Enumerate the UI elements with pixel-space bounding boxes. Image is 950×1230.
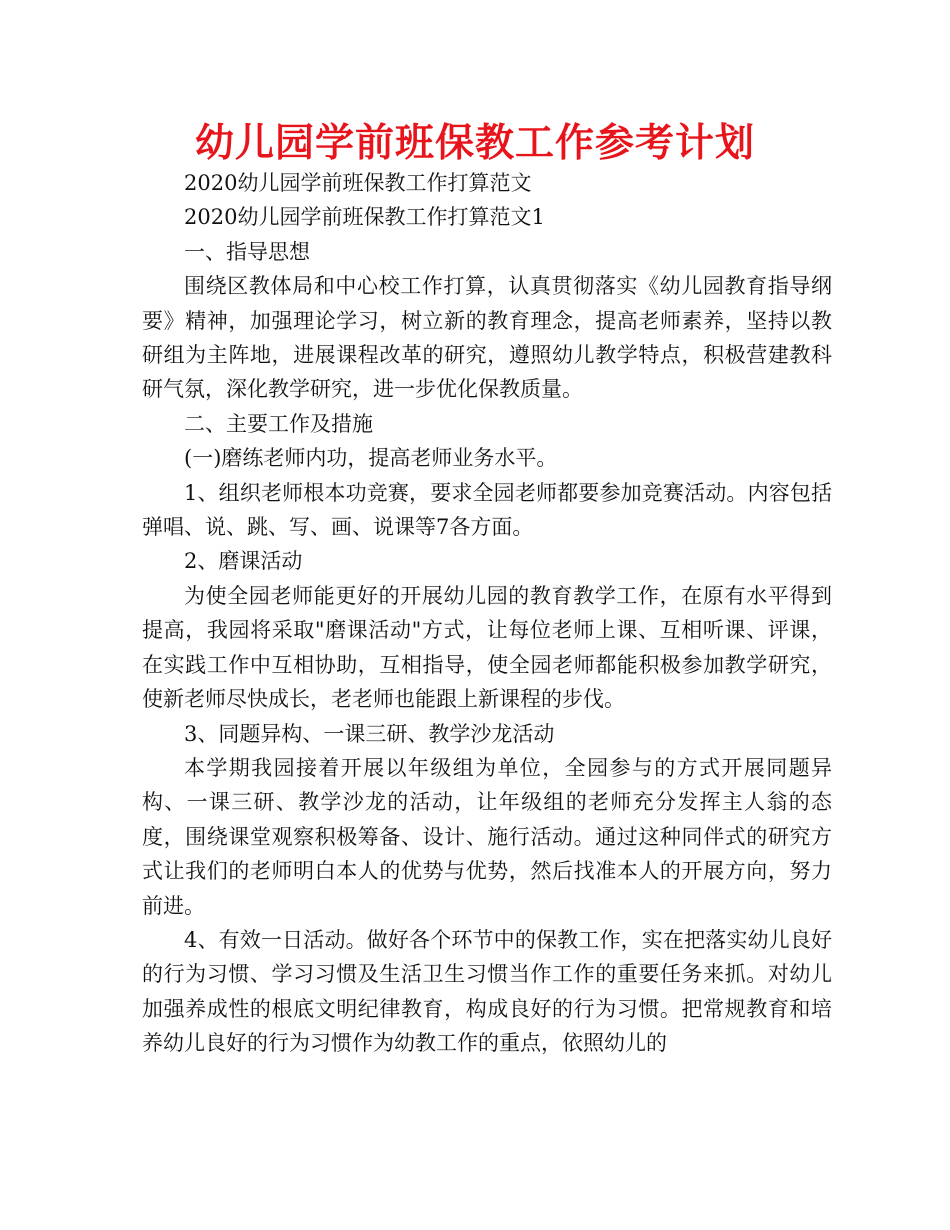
paragraph-item-1: 1、组织老师根本功竞赛，要求全园老师都要参加竞赛活动。内容包括弹唱、说、跳、写、画、说课等7各方面。 [142, 480, 832, 540]
document-title: 幼儿园学前班保教工作参考计划 [194, 121, 755, 166]
document-body [142, 166, 832, 1061]
section-heading-guiding-thought: 一、指导思想 [184, 239, 310, 264]
section-heading-main-work: 二、主要工作及措施 [184, 411, 373, 436]
paragraph-guiding-thought: 围绕区教体局和中心校工作打算，认真贯彻落实《幼儿园教育指导纲要》精神，加强理论学习，树立新的教育理念，提高老师素养，坚持以教研组为主阵地，进展课程改革的研究，遵照幼儿教学特点，积极营建教科研气氛，深化教学研究，进一步优化保教质量。 [142, 274, 832, 402]
paragraph-item-4: 4、有效一日活动。做好各个环节中的保教工作，实在把落实幼儿良好的行为习惯、学习习惯及生活卫生习惯当作工作的重要任务来抓。对幼儿加强养成性的根底文明纪律教育，构成良好的行为习惯。把常规教育和培养幼儿良好的行为习惯作为幼教工作的重点，依照幼儿的 [142, 927, 832, 1056]
subsection-heading-1: (一)磨练老师内功，提高老师业务水平。 [184, 446, 558, 471]
paragraph-sample-heading: 2020幼儿园学前班保教工作打算范文1 [184, 205, 545, 230]
paragraph-item-2: 为使全园老师能更好的开展幼儿园的教育教学工作，在原有水平得到提高，我园将采取"磨课活动"方式，让每位老师上课、互相听课、评课，在实践工作中互相协助，互相指导，使全园老师都能积极参加教学研究，使新老师尽快成长，老老师也能跟上新课程的步伐。 [142, 583, 832, 712]
item-heading-2: 2、磨课活动 [184, 549, 303, 574]
paragraph-item-3: 本学期我园接着开展以年级组为单位，全园参与的方式开展同题异构、一课三研、教学沙龙的活动，让年级组的老师充分发挥主人翁的态度，围绕课堂观察积极筹备、设计、施行活动。通过这种同伴式的研究方式让我们的老师明白本人的优势与优势，然后找准本人的开展方向，努力前进。 [142, 755, 832, 918]
item-heading-3: 3、同题异构、一课三研、教学沙龙活动 [184, 721, 555, 746]
paragraph-subtitle: 2020幼儿园学前班保教工作打算范文 [184, 171, 532, 195]
